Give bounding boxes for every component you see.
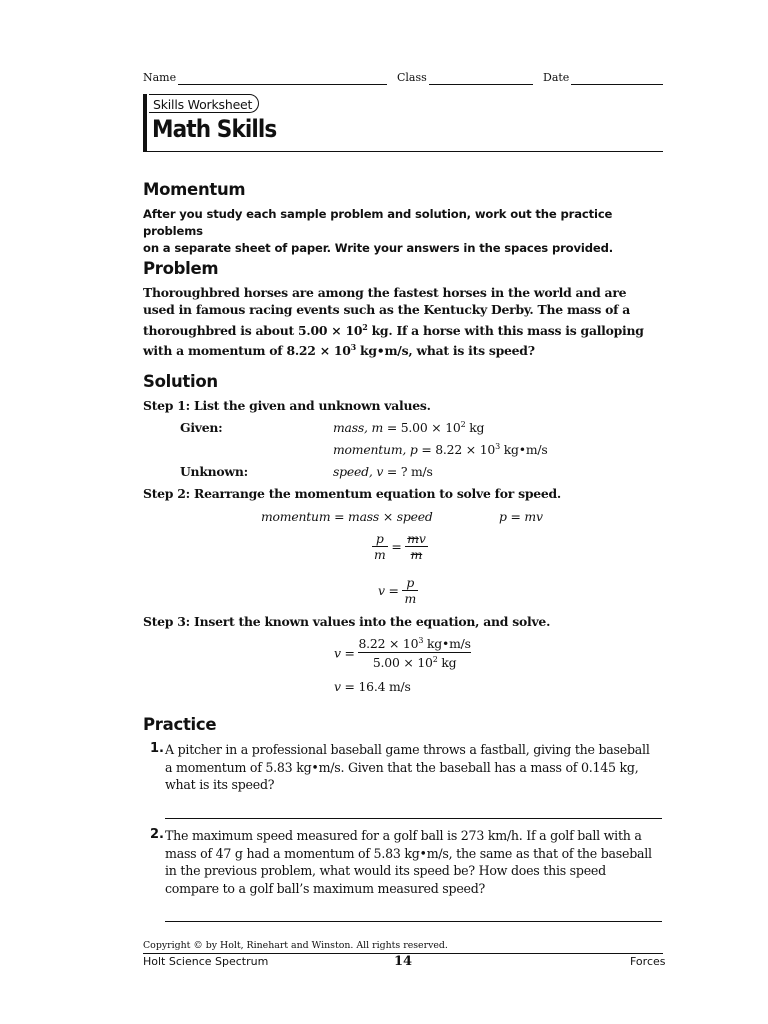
- v: v: [418, 531, 426, 546]
- text: 8.22 × 10: [358, 636, 419, 652]
- worksheet-badge: Skills Worksheet: [149, 94, 259, 113]
- practice-number: 2.: [150, 827, 164, 842]
- chapter-name: Forces: [630, 955, 666, 968]
- name-label: Name: [143, 71, 177, 84]
- equation-divide: [372, 531, 428, 562]
- practice-question-2: [165, 827, 665, 897]
- problem-text: [143, 284, 668, 360]
- momentum-heading: Momentum: [143, 180, 246, 199]
- question-line: what is its speed?: [165, 777, 275, 792]
- question-line: a momentum of 5.83 kg•m/s. Given that the baseball has a mass of 0.145 kg,: [165, 759, 639, 775]
- equation-words: momentum = mass × speed: [261, 509, 433, 524]
- equation-speed: [378, 575, 418, 606]
- practice-number: 1.: [150, 741, 164, 756]
- fraction: [405, 531, 427, 562]
- denominator: m: [404, 591, 417, 606]
- val: = 16.4 m/s: [340, 679, 411, 694]
- problem-line: [143, 319, 668, 340]
- lhs: v =: [334, 645, 355, 661]
- denominator: [358, 653, 470, 670]
- lhs: v =: [378, 583, 399, 598]
- fraction: [358, 636, 470, 670]
- publication-name: Holt Science Spectrum: [143, 955, 269, 968]
- question-line: in the previous problem, what would its speed be? How does this speed: [165, 863, 606, 878]
- exponent: 3: [418, 636, 424, 645]
- question-line: mass of 47 g had a momentum of 5.83 kg•m/s, the same as that of the baseball: [165, 845, 652, 861]
- intro-text: [143, 206, 668, 257]
- intro-line: After you study each sample problem and solution, work out the practice problems: [143, 207, 613, 238]
- text: thoroughbred is about 5.00 × 10: [143, 322, 363, 338]
- exponent: 2: [362, 321, 368, 332]
- val: = 5.00 × 10: [383, 420, 461, 436]
- question-line: The maximum speed measured for a golf ball is 273 km/h. If a golf ball with a: [165, 828, 642, 843]
- text: kg•m/s, what is its speed?: [355, 343, 535, 359]
- exponent: 3: [350, 342, 356, 353]
- var: momentum, p: [333, 442, 418, 458]
- step2-text: Step 2: Rearrange the momentum equation to solve for speed.: [143, 486, 561, 501]
- problem-line: [143, 339, 668, 360]
- copyright: Copyright © by Holt, Rinehart and Winston. All rights reserved.: [143, 940, 448, 951]
- val: = ? m/s: [383, 464, 433, 479]
- val: = 8.22 × 10: [417, 442, 496, 458]
- cancelled-m: m: [407, 531, 419, 546]
- fraction: [402, 575, 418, 606]
- text: kg•m/s: [423, 636, 471, 652]
- unit: kg: [465, 420, 485, 436]
- var: mass, m: [333, 420, 384, 436]
- step1-text: Step 1: List the given and unknown values.: [143, 398, 431, 413]
- problem-line: Thoroughbred horses are among the fastest horses in the world and are: [143, 285, 627, 300]
- exponent: 3: [495, 442, 500, 451]
- fraction: [372, 531, 388, 562]
- unknown-label: Unknown:: [180, 464, 248, 479]
- question-line: A pitcher in a professional baseball game throws a fastball, giving the baseball: [165, 742, 650, 757]
- equals: =: [391, 539, 402, 554]
- numerator: p: [402, 575, 418, 591]
- text: kg. If a horse with this mass is galloping: [367, 322, 644, 338]
- result: [334, 679, 411, 694]
- var: speed, v: [333, 464, 384, 479]
- numerator: p: [372, 531, 388, 547]
- name-field[interactable]: [178, 84, 387, 85]
- given-label: Given:: [180, 420, 223, 435]
- given-mass: [333, 420, 484, 435]
- exponent: 2: [460, 420, 466, 429]
- date-field[interactable]: [571, 84, 663, 85]
- numerator: [405, 531, 427, 547]
- intro-line: on a separate sheet of paper. Write your answers in the spaces provided.: [143, 241, 613, 255]
- solution-heading: Solution: [143, 372, 218, 391]
- title-bar: [143, 94, 147, 152]
- answer-line-1[interactable]: [165, 818, 662, 819]
- question-line: compare to a golf ball’s maximum measured speed?: [165, 880, 486, 896]
- text: kg: [437, 655, 457, 671]
- answer-line-2[interactable]: [165, 921, 662, 922]
- class-field[interactable]: [429, 84, 533, 85]
- unit: kg•m/s: [499, 442, 548, 458]
- step3-text: Step 3: Insert the known values into the equation, and solve.: [143, 614, 551, 629]
- unknown-speed: [333, 464, 433, 479]
- date-label: Date: [543, 71, 570, 84]
- var: v: [334, 679, 341, 694]
- numerator: [358, 636, 470, 653]
- page-title: Math Skills: [152, 115, 277, 143]
- practice-heading: Practice: [143, 715, 217, 734]
- cancelled-denominator: m: [410, 547, 423, 562]
- page-number: 14: [394, 954, 413, 969]
- problem-heading: Problem: [143, 259, 219, 278]
- equation-symbols: p = mv: [499, 509, 543, 524]
- given-momentum: [333, 442, 548, 457]
- equation-substituted: [334, 636, 471, 670]
- practice-question-1: [165, 741, 665, 794]
- exponent: 2: [432, 655, 438, 665]
- text: with a momentum of 8.22 × 10: [143, 343, 351, 359]
- text: 5.00 × 10: [372, 655, 433, 671]
- title-divider: [143, 151, 663, 152]
- class-label: Class: [397, 71, 427, 84]
- problem-line: used in famous racing events such as the Kentucky Derby. The mass of a: [143, 302, 631, 318]
- denominator: m: [374, 547, 386, 562]
